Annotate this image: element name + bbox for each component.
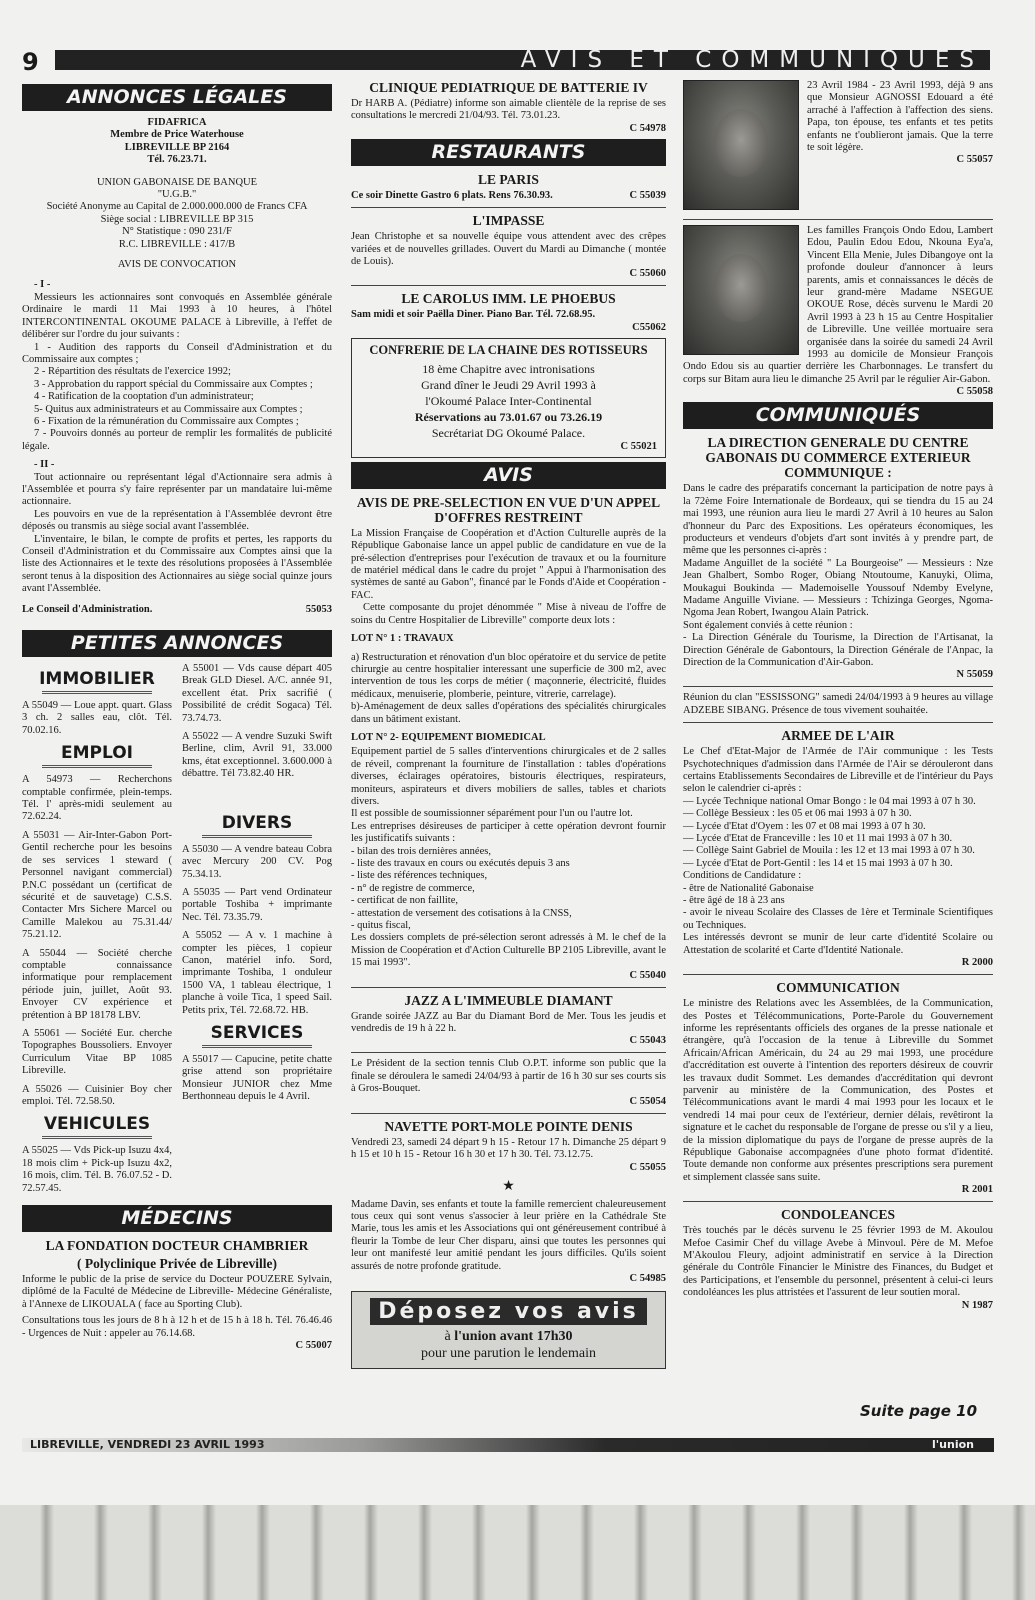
column-middle: [351, 80, 666, 1375]
lot-title: LOT N° 1 : TRAVAUX: [351, 633, 454, 645]
armee-text: Les intéressés devront se munir de leur carte d'identité Scolaire ou Attestation de scolarité et Carte d'Identité Nationale.: [683, 932, 993, 956]
lot-text: b)-Aménagement de deux salles d'opérations des spécialités chirurgicales dans un bâtiment existant.: [351, 701, 666, 725]
dgce-text: Sont également conviés à cette réunion :: [683, 619, 853, 631]
footer-date-value: 23 AVRIL 1993: [175, 1438, 265, 1451]
ugb-line: N° Statistique : 090 231/F: [122, 226, 232, 238]
clinique-text: Dr HARB A. (Pédiatre) informe son aimable clientèle de la reprise de ses consultations le mercredi 21/04/93. Tél. 73.01.23.: [351, 98, 666, 122]
petites-annonces-header: PETITES ANNONCES: [22, 630, 332, 657]
classified-ad: A 55035 — Part vend Ordinateur portable Toshiba + imprimante Nec. Tél. 73.35.79.: [182, 886, 332, 923]
agenda-item: 2 - Répartition des résultats de l'exercice 1992;: [34, 366, 231, 378]
confrerie-line: Secrétariat DG Okoumé Palace.: [431, 425, 586, 440]
confrerie-line: Réservations au 73.01.67 ou 73.26.19: [414, 409, 603, 424]
portrait-photo: [683, 80, 799, 210]
classified-ad: A 55017 — Capucine, petite chatte grise attend son propriétaire Monsieur JUNIOR chez Mme Berthonneau depuis le 4 Avril.: [182, 1053, 332, 1103]
armee-condition: - avoir le niveau Scolaire des Classes de 1ère et Terminale Scientifiques ou Techniques.: [683, 907, 993, 931]
vehicules-header: VEHICULES: [43, 1114, 151, 1135]
confrerie-line: 18 ème Chapitre avec intronisations: [422, 361, 595, 376]
classified-ad: A 54973 — Recherchons comptable confirmée, plein-temps. Tél. l' après-midi seulement au 72.62.24.: [22, 774, 172, 823]
ad-code: C 55054: [629, 1095, 666, 1107]
ad-code: C 55021: [620, 440, 657, 452]
page-number: 9: [22, 48, 39, 76]
deposez-text: pour une parution le lendemain: [421, 1345, 596, 1361]
convocation-paragraph: Tout actionnaire ou représentant légal d'Actionnaire sera admis à l'Assemblée et pourra s'y faire représenter par un mandataire lui-même actionnaire.: [22, 471, 332, 508]
lot-text: Les entreprises désireuses de participer à cette opération devront fournir les justificatifs suivants :: [351, 820, 666, 845]
footer-date: [30, 1438, 264, 1452]
classified-ad: A 55001 — Vds cause départ 405 Break GLD Diesel. A/C. année 91, excellent état. Prix sacrifié ( Possibilité de crédit Sogaca) Tél. 73.74.73.: [182, 663, 332, 724]
navette-title: NAVETTE PORT-MOLE POINTE DENIS: [384, 1118, 633, 1134]
restaurant-text: Sam midi et soir Paëlla Diner. Piano Bar. Tél. 72.68.95.: [351, 309, 596, 321]
davin-text: Madame Davin, ses enfants et toute la famille remercient chaleureusement tous ceux qui sont venus s'associer à leur prière en la Cathédrale Ste Marie, tous les amis et les Associations qui ont généreusement contribué à fleurir la Tombe de leur Cher disparu, ainsi que toutes les personnes qui leur ont manifesté leur amitié pendant les jours difficiles. Qu'ils soient assurés de notre profonde gratitude.: [351, 1198, 666, 1272]
fondation-hours: Consultations tous les jours de 8 h à 12 h et de 15 h à 18 h. Tél. 76.46.46 - Urgences de Nuit : appeler au 76.14.68.: [22, 1315, 332, 1339]
classified-ad: A 55030 — A vendre bateau Cobra avec Mercury 200 CV. Pog 75.34.13.: [182, 843, 332, 880]
dgce-text: Dans le cadre des préparatifs concernant la participation de notre pays à la 72ème Foire Internationale de Bordeaux, qui se tiendra du 15 au 24 mai 1993, une réunion aura lieu le mardi 27 Avril à 10 heures au Salon d'honneur du Parc des Expositions. Les opérateurs économiques, les producteurs et vendeurs d'objets d'art sont invités à y prendre part, de même que les personnes ci-après :: [683, 483, 993, 557]
ad-code: R 2000: [961, 957, 993, 969]
justificatif-item: - n° de registre de commerce,: [351, 882, 475, 894]
agenda-item: 1 - Audition des rapports du Conseil d'Administration et du Commissaire aux comptes ;: [22, 341, 332, 365]
justificatif-item: - liste des travaux en cours ou exécutés depuis 3 ans: [351, 858, 570, 869]
section-header: AVIS ET COMMUNIQUES: [55, 50, 990, 70]
agenda-item: 7 - Pouvoirs donnés au porteur de remplir les formalités de publicité légale.: [22, 428, 332, 452]
ad-code: C55062: [632, 321, 666, 333]
lot-text: Il est possible de soumissionner séparément pour l'un ou l'autre lot.: [351, 808, 633, 820]
avis-convocation-title: AVIS DE CONVOCATION: [117, 259, 237, 271]
justificatif-item: - liste des références techniques,: [351, 870, 488, 882]
lot-text: Equipement partiel de 5 salles d'interventions chirurgicales et de 2 salles de réveil, comprenant la fourniture de l'installation : tables d'opérations diverses, éclairages opératoires, bistouris électriques, respirateurs, moniteurs, aspirateurs et divers mobiliers de salles, tables et chariots divers.: [351, 746, 666, 807]
restaurants-header: RESTAURANTS: [351, 139, 666, 166]
dossiers-text: Les dossiers complets de pré-sélection seront adressés à M. le chef de la Mission de Coopération et d'Action Culturelle BP 2105 Libreville, avant le 15 mai 1993".: [351, 932, 666, 969]
deposez-time: avant 17h30: [499, 1328, 573, 1344]
lot-text: a) Restructuration et rénovation d'un bloc opératoire et du service de petite chirurgie au centre hospitalier interessant une superficie de 300 m2, avec intervention de tous les corps de métier ( maçonnerie, électricité, fluides médicaux, menuiserie, plomberie, peinture, vitrerie, carrelage).: [351, 651, 666, 700]
union-logo: l'union: [454, 1328, 497, 1344]
classified-ad: A 55061 — Société Eur. cherche Topographes Boussoliers. Envoyer Curriculum Vitae BP 1085 Libreville.: [22, 1027, 172, 1077]
fondation-title: LA FONDATION DOCTEUR CHAMBRIER: [45, 1238, 309, 1254]
jazz-title: JAZZ A L'IMMEUBLE DIAMANT: [404, 992, 613, 1008]
dgce-title: LA DIRECTION GENERALE DU CENTRE GABONAIS DU COMMERCE EXTERIEUR COMMUNIQUE :: [705, 435, 971, 481]
fidafrica-block: [22, 117, 332, 167]
armee-item: — Lycée Technique national Omar Bongo : le 04 mai 1993 à 07 h 30.: [683, 795, 976, 807]
essissong-text: Réunion du clan "ESSISSONG" samedi 24/04/1993 à 9 heures au village ADZEBE SIBANG. Présence de tous vivement souhaitée.: [683, 692, 993, 716]
agenda-item: 6 - Fixation de la rémunération du Commissaire aux Comptes ;: [34, 415, 299, 427]
ad-code: C 55039: [629, 189, 666, 201]
classified-ad: A 55052 — A v. 1 machine à compter les pièces, 1 copieur Canon, matériel info. Sord, imprimante Toshiba, 1 onduleur 1500 VA, 1 tableau électrique, 1 planche à voile Tica, 1 speed Sail. Petits prix, Tél. 72.68.72. HB.: [182, 930, 332, 1016]
confrerie-box: [351, 338, 666, 458]
navette-text: Vendredi 23, samedi 24 départ 9 h 15 - Retour 17 h. Dimanche 25 départ 9 h 15 et 10 h 15 - Retour 16 h 30 et 17 h 30. Tél. 73.12.75.: [351, 1136, 666, 1161]
deposez-text: à: [444, 1328, 451, 1344]
ad-code: C 55043: [629, 1035, 666, 1047]
fidafrica-name: FIDAFRICA: [147, 117, 207, 128]
annonces-legales-header: ANNONCES LÉGALES: [22, 84, 332, 111]
armee-item: — Collège Saint Gabriel de Mouila : les 12 et 13 mai 1993 à 07 h 30.: [683, 845, 975, 857]
jazz-text: Grande soirée JAZZ au Bar du Diamant Bord de Mer. Tous les jeudis et vendredis de 19 h à 22 h.: [351, 1010, 666, 1035]
ugb-line: Société Anonyme au Capital de 2.000.000.000 de Francs CFA: [46, 201, 308, 213]
classified-ad: A 55044 — Société cherche comptable connaissance informatique pour remplacement période juin, juillet, Août 93. Envoyer CV expérience et prétention à BP 18178 LBV.: [22, 947, 172, 1021]
deposez-avis-box: [351, 1291, 666, 1369]
armee-conditions: Conditions de Candidature :: [683, 870, 802, 882]
communication-title: COMMUNICATION: [776, 980, 900, 996]
ad-code: 55053: [305, 603, 332, 615]
restaurant-title: LE PARIS: [478, 171, 539, 187]
preselection-title: AVIS DE PRE-SELECTION EN VUE D'UN APPEL D'OFFRES RESTREINT: [356, 494, 661, 525]
scan-artifact: [0, 1505, 1035, 1600]
services-header: SERVICES: [210, 1022, 304, 1043]
restaurant-title: L'IMPASSE: [472, 213, 545, 229]
confrerie-line: Grand dîner le Jeudi 29 Avril 1993 à: [421, 377, 596, 392]
ugb-line: Siège social : LIBREVILLE BP 315: [100, 213, 254, 225]
justificatif-item: - bilan des trois dernières années,: [351, 845, 491, 857]
ad-code: C 55057: [956, 154, 993, 166]
armee-text: Le Chef d'Etat-Major de l'Armée de l'Air communique : les Tests Psychotechniques d'admission dans l'Armée de l'Air se dérouleront dans certains Etablissements Secondaires de Libreville et de l'intérieur du Pays selon le calendrier ci-après :: [683, 746, 993, 795]
signature-row: [22, 604, 332, 616]
justificatif-item: - certificat de non faillite,: [351, 895, 458, 907]
deposez-deadline: [356, 1328, 661, 1345]
classifieds: [22, 663, 332, 1201]
tennis-text: Le Président de la section tennis Club O.P.T. informe son public que la finale se déroulera le samedi 24/04/93 à partir de 16 h 30 sur ses courts sis à Gros-Bouquet.: [351, 1058, 666, 1095]
portrait-photo: [683, 225, 799, 355]
notice-text: 23 Avril 1984 - 23 Avril 1993, déjà 9 ans que Monsieur AGNOSSI Edouard a été arraché à l'affection à l'affection des siens. Papa, ton épouse, tes enfants et tes petits enfants ne t'oublieront jamais. Que la terre te soit légère.: [807, 80, 993, 154]
classifieds-right: [182, 663, 332, 1201]
immobilier-header: IMMOBILIER: [39, 669, 155, 690]
confrerie-line: l'Okoumé Palace Inter-Continental: [425, 393, 592, 408]
armee-condition: - être âgé de 18 à 23 ans: [683, 895, 785, 907]
classified-ad: A 55025 — Vds Pick-up Isuzu 4x4, 18 mois clim + Pick-up Isuzu 4x2, 16 mois, clim. Tél. B. 76.07.52 - D. 72.57.45.: [22, 1145, 173, 1194]
condoleances-text: Très touchés par le décès survenu le 25 février 1993 de M. Akoulou Mefoe Casimir Chef du village Avebe à Minvoul. Père de M. Mefoe M'Akoulou Fleury, adjoint administratif en service à la Direction générale du Contrôle Financier le Ministre des Finances, du Budget et des Participations, et l'ensemble du personnel, présentent à celui-ci leurs condoléances les plus attristées et l'assurent de leur soutien moral.: [683, 1225, 993, 1299]
condoleances-title: CONDOLEANCES: [780, 1207, 896, 1223]
ad-code: N 55059: [956, 669, 993, 681]
ad-code: C 55060: [629, 268, 666, 280]
communication-text: Le ministre des Relations avec les Assemblées, de la Communication, des Postes et Télécommunications, Porte-Parole du Gouvernement informe les représentants officiels des organes de la presse nationale et étrangère, qu'à l'occasion de la tenue à Libreville du Sommet Africain/African Américain, du 24 au 29 mai 1993, une procédure d'accréditation est ouverte à l'intention des reporters désireux de couvrir les travaux dudit Sommet. Les demandes d'accréditation qui devront parvenir au ministère de la Communication, des Postes et Télécommunications avant le mardi 4 mai 1993 pour les locaux et le vendredi 14 mai pour ceux de l'extérieur, dernier délais, revêtiront la signature et le cachet du responsable de l'organe de presse ou s'il y a lieu, de la mission diplomatique du pays de l'organe de presse auprès de la République Gabonaise accompagnées d'une photo format d'identité. Toute demande non conforme aux présentes prescriptions sera purement et simplement classée sans suite.: [683, 998, 993, 1183]
armee-item: — Lycée d'Etat d'Oyem : les 07 et 08 mai 1993 à 07 h 30.: [683, 820, 926, 832]
preselection-text: Cette composante du projet dénommée " Mise à niveau de l'offre de soins du Centre Hospitalier de Libreville" comporte deux lots :: [351, 602, 666, 626]
agenda-item: 5- Quitus aux administrateurs et au Commissaire aux Comptes ;: [34, 403, 303, 415]
classified-ad: A 55026 — Cuisinier Boy cher emploi. Tél. 72.58.50.: [22, 1083, 172, 1107]
restaurant-text: Ce soir Dinette Gastro 6 plats. Rens 76.30.93.: [351, 189, 553, 201]
column-left: [22, 80, 332, 1352]
classified-ad: A 55049 — Loue appt. quart. Glass 3 ch. 2 salles eau, clôt. Tél. 70.02.16.: [22, 700, 172, 736]
armee-item: — Lycée d'Etat de Port-Gentil : les 14 et 15 mai 1993 à 07 h 30.: [683, 857, 953, 869]
footer-date-prefix: LIBREVILLE, VENDREDI: [30, 1438, 172, 1451]
agnossi-notice: [683, 80, 993, 214]
agenda-item: 4 - Ratification de la cooptation d'un administrateur;: [34, 391, 254, 403]
ugb-block: [22, 177, 332, 251]
notice-text: Les familles François Ondo Edou, Lambert Edou, Paulin Edou Edou, Nkouna Eya'a, Vincent Ella Menie, Jules Dibangoye ont la profonde douleur d'annoncer à leurs parents, amis et connaissances le décès de leur grand-mère Madame NSEGUE OKOUE Rose, décès survenu le Mardi 20 Avril 1993 à 23 h 15 au Centre Hospitalier de Libreville. Une veillée mortuaire sera organisée dans la soirée du samedi 24 Avril 1993 au domicile de Monsieur François Ondo Edou sis au quartier derrière les Charbonnages. Le transfert du corps sur Bitam aura lieu le dimanche 25 Avril par le régulier Air-Gabon.: [683, 225, 993, 385]
section-numeral: - II -: [34, 459, 55, 471]
dgce-text: Madame Anguillet de la société " La Bourgeoise" — Messieurs : Nze Jean Ghalbert, Sombo Roger, Obiang Ntoutoume, Kanuyki, Olima, Moukagui Boukinda — Mademoiselle Youssouf Ndemby Evelyne, Madame Anguille Viviane. — Messieurs : Tchizinga Georges, Ngoma-Ngoma Jean Robert, Iwangou Alain Patrick.: [683, 557, 993, 619]
section-numeral: - I -: [34, 279, 51, 291]
classifieds-left: [22, 663, 172, 1201]
deposez-title: Déposez vos avis: [370, 1298, 647, 1325]
lot-title: LOT N° 2- EQUIPEMENT BIOMEDICAL: [351, 731, 546, 743]
classified-ad: A 55031 — Air-Inter-Gabon Port-Gentil recherche pour les besoins de ses services 1 steward ( Personnel navigant commercial) P.N.C possédant un (certificat de sécurité et de sauvetage) C.S.S. Contacter Mrs Sichere Marcel ou Camille Malekou au 75.31.44/ 75.21.12.: [22, 829, 172, 941]
fidafrica-line: Membre de Price Waterhouse: [110, 129, 244, 141]
convocation-paragraph: L'inventaire, le bilan, le compte de profits et pertes, les rapports du Conseil d'Administration et du Commissaire aux Comptes ainsi que la liste des Actionnaires et le texte des résolutions proposées à l'Assemblée seront tenus à la disposition des Actionnaires au siège social quinze jours avant l'Assemblée.: [22, 533, 332, 595]
ad-code: C 54985: [629, 1272, 666, 1284]
ugb-line: "U.G.B.": [157, 189, 197, 201]
communiques-header: COMMUNIQUÉS: [683, 402, 993, 429]
dgce-text: - La Direction Générale du Tourisme, la Direction de l'Artisanat, la Direction Générale de Gabontours, la Direction Générale de l'Anpac, la Direction de la Communication d'Air-Gabon.: [683, 632, 993, 668]
ugb-line: UNION GABONAISE DE BANQUE: [96, 176, 258, 188]
restaurant-text: Jean Christophe et sa nouvelle équipe vous attendent avec des crêpes variées et de nouvelles grillades. Ouvert du Mardi au Dimanche ( montée de Louis).: [351, 231, 666, 268]
ad-code: R 2001: [961, 1184, 993, 1196]
avis-header: AVIS: [351, 462, 666, 489]
restaurant-line: [351, 190, 666, 202]
armee-title: ARMEE DE L'AIR: [781, 728, 895, 744]
justificatif-item: - quitus fiscal,: [351, 920, 411, 932]
preselection-text: La Mission Française de Coopération et d'Action Culturelle auprès de la République Gabonaise lance un appel public de candidature en vue de la pré-sélection d'entreprises pour l'exécution de travaux et ou la fourniture de matériel médical dans le cadre du projet " Appui à l'harmonisation des systèmes de santé au Gabon", financé par le Fonds d'Aide et Coopération - FAC.: [351, 527, 666, 601]
ad-code: C 54978: [629, 122, 666, 134]
column-right: [683, 80, 993, 1312]
agenda-item: 3 - Approbation du rapport spécial du Commissaire aux Comptes ;: [34, 378, 313, 390]
justificatif-item: - attestation de versement des cotisations à la CNSS,: [351, 907, 572, 919]
restaurant-title: LE CAROLUS IMM. LE PHOEBUS: [401, 291, 616, 307]
ad-code: N 1987: [961, 1299, 993, 1311]
ad-code: C 55055: [629, 1161, 666, 1173]
fondation-text: Informe le public de la prise de service du Docteur POUZERE Sylvain, diplômé de la Faculté de Médecine de Libreville- Médecine Généraliste, à l'Annexe de LIKOUALA ( face au Sporting Club).: [22, 1274, 332, 1310]
ugb-line: R.C. LIBREVILLE : 417/B: [118, 238, 236, 250]
emploi-header: EMPLOI: [61, 743, 133, 764]
suite-page-link: Suite page 10: [860, 1402, 978, 1420]
fidafrica-line: LIBREVILLE BP 2164: [124, 141, 230, 153]
signature: Le Conseil d'Administration.: [22, 603, 153, 615]
convocation-paragraph: Les pouvoirs en vue de la représentation à l'Assemblée devront être déposés ou transmis au siège social avant l'assemblée.: [22, 508, 332, 533]
footer-bar: [22, 1438, 994, 1452]
armee-item: — Lycée d'Etat de Franceville : les 10 et 11 mai 1993 à 07 h 30.: [683, 833, 953, 845]
ad-code: C 55040: [629, 969, 666, 981]
footer-brand-logo: l'union: [932, 1438, 974, 1451]
clinique-title: CLINIQUE PEDIATRIQUE DE BATTERIE IV: [369, 80, 648, 95]
armee-condition: - être de Nationalité Gabonaise: [683, 882, 814, 894]
medecins-header: MÉDECINS: [22, 1205, 332, 1232]
okoue-notice: [683, 225, 993, 398]
ad-code: C 55058: [956, 386, 993, 398]
fondation-subtitle: ( Polyclinique Privée de Libreville): [77, 1256, 277, 1272]
divers-header: DIVERS: [221, 812, 293, 833]
convocation-paragraph: Messieurs les actionnaires sont convoqués en Assemblée générale Ordinaire le mardi 11 Mai 1993 à 10 heures, à l'hôtel INTERCONTINENTAL OKOUME PALACE à Libreville, à l'effet de délibérer sur l'ordre du jour suivants :: [22, 291, 332, 341]
classified-ad: A 55022 — A vendre Suzuki Swift Berline, clim, Avril 91, 33.000 kms, état exceptionnel. 3.600.000 à débattre. Tél 73.82.40 HR.: [182, 731, 332, 780]
confrerie-title: CONFRERIE DE LA CHAINE DES ROTISSEURS: [369, 342, 648, 357]
armee-item: — Collège Bessieux : les 05 et 06 mai 1993 à 07 h 30.: [683, 808, 912, 820]
ad-code: C 55007: [295, 1340, 332, 1352]
fidafrica-line: Tél. 76.23.71.: [147, 154, 207, 166]
star-separator-icon: ★: [502, 1178, 515, 1194]
